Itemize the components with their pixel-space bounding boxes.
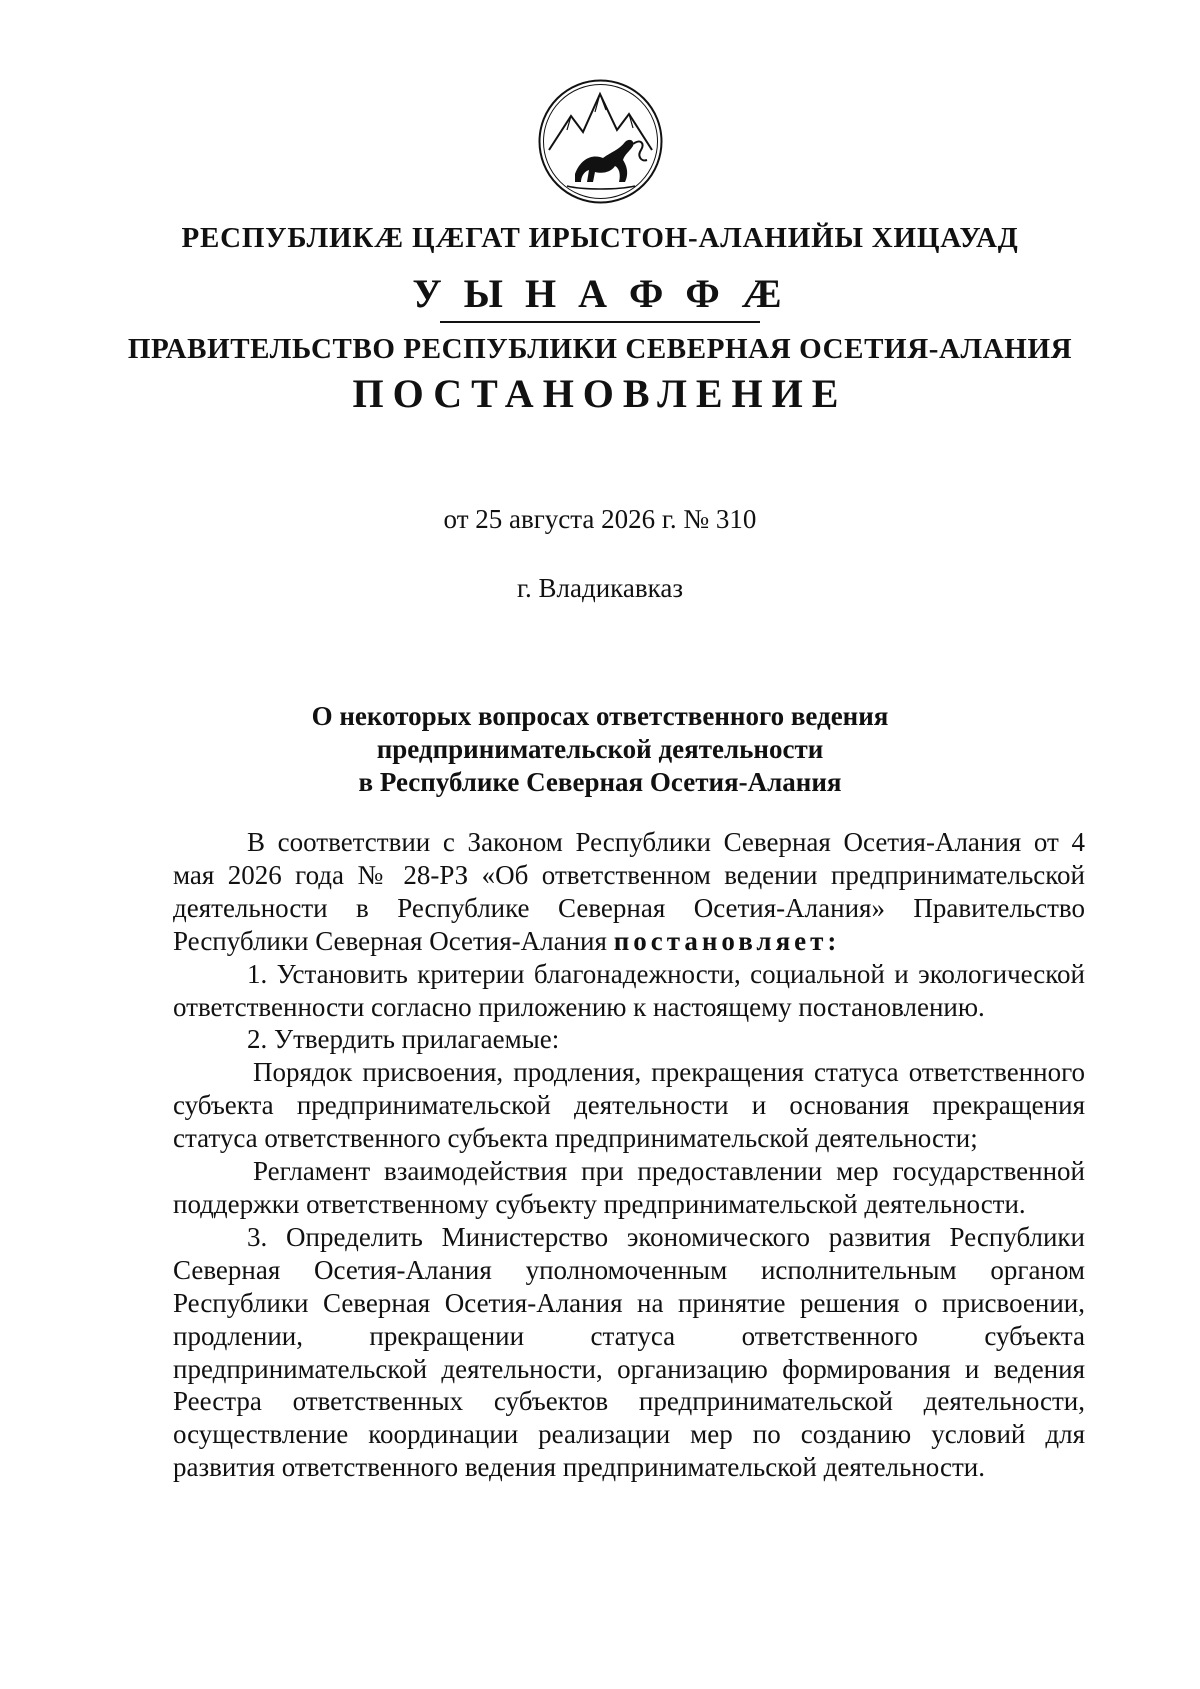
russian-authority-name: ПРАВИТЕЛЬСТВО РЕСПУБЛИКИ СЕВЕРНАЯ ОСЕТИЯ-АЛАНИЯ	[127, 333, 1073, 365]
item-2-regulation: Регламент взаимодействия при предоставлении мер государственной поддержки ответственному субъекту предпринимательской деятельности.	[173, 1156, 1085, 1219]
ossetian-document-kind: У Ы Н А Ф Ф Æ	[412, 271, 788, 316]
document-city: г. Владикавказ	[517, 573, 683, 603]
document-date-number: от 25 августа 2026 г. № 310	[443, 504, 757, 534]
ossetian-authority-name: РЕСПУБЛИКÆ ЦÆГАТ ИРЫСТОН-АЛАНИЙЫ ХИЦАУАД	[181, 222, 1019, 254]
document-body	[173, 826, 1085, 1484]
decree-word: постановляет:	[613, 925, 841, 956]
russian-document-kind: ПОСТАНОВЛЕНИЕ	[352, 371, 848, 416]
item-2-procedure: Порядок присвоения, продления, прекращения статуса ответственного субъекта предпринимательской деятельности и основания прекращения статуса ответственного субъекта предпринимательской деятельности;	[173, 1057, 1085, 1154]
item-2: 2. Утвердить прилагаемые:	[247, 1024, 560, 1055]
document-title-line: О некоторых вопросах ответственного ведения	[311, 701, 889, 731]
item-1: 1. Установить критерии благонадежности, социальной и экологической ответственности согласно приложению к настоящему постановлению.	[173, 958, 1085, 1022]
document-title-line: предпринимательской деятельности	[376, 734, 824, 764]
item-3: 3. Определить Министерство экономического развития Республики Северная Осетия-Алания уполномоченным исполнительным органом Республики Северная Осетия-Алания на принятие решения о присвоении, продлении, прекращении статуса ответственного субъекта предпринимательской деятельности, организацию формирования и ведения Реестра ответственных субъектов предпринимательской деятельности, осуществление координации реализации мер по созданию условий для развития ответственного ведения предпринимательской деятельности.	[173, 1221, 1085, 1483]
document-title	[0, 700, 1200, 799]
preamble-text: В соответствии с Законом Республики Северная Осетия-Алания от 4 мая 2026 года № 28-РЗ «Об ответственном ведении предпринимательской деятельности в Республике Северная Осетия-Алания» Правительство Республики Северная Осетия-Алания	[173, 827, 1085, 956]
header-divider	[440, 321, 760, 323]
preamble-paragraph	[173, 826, 1085, 958]
coat-of-arms-emblem	[537, 78, 664, 205]
document-title-line: в Республике Северная Осетия-Алания	[358, 767, 842, 797]
